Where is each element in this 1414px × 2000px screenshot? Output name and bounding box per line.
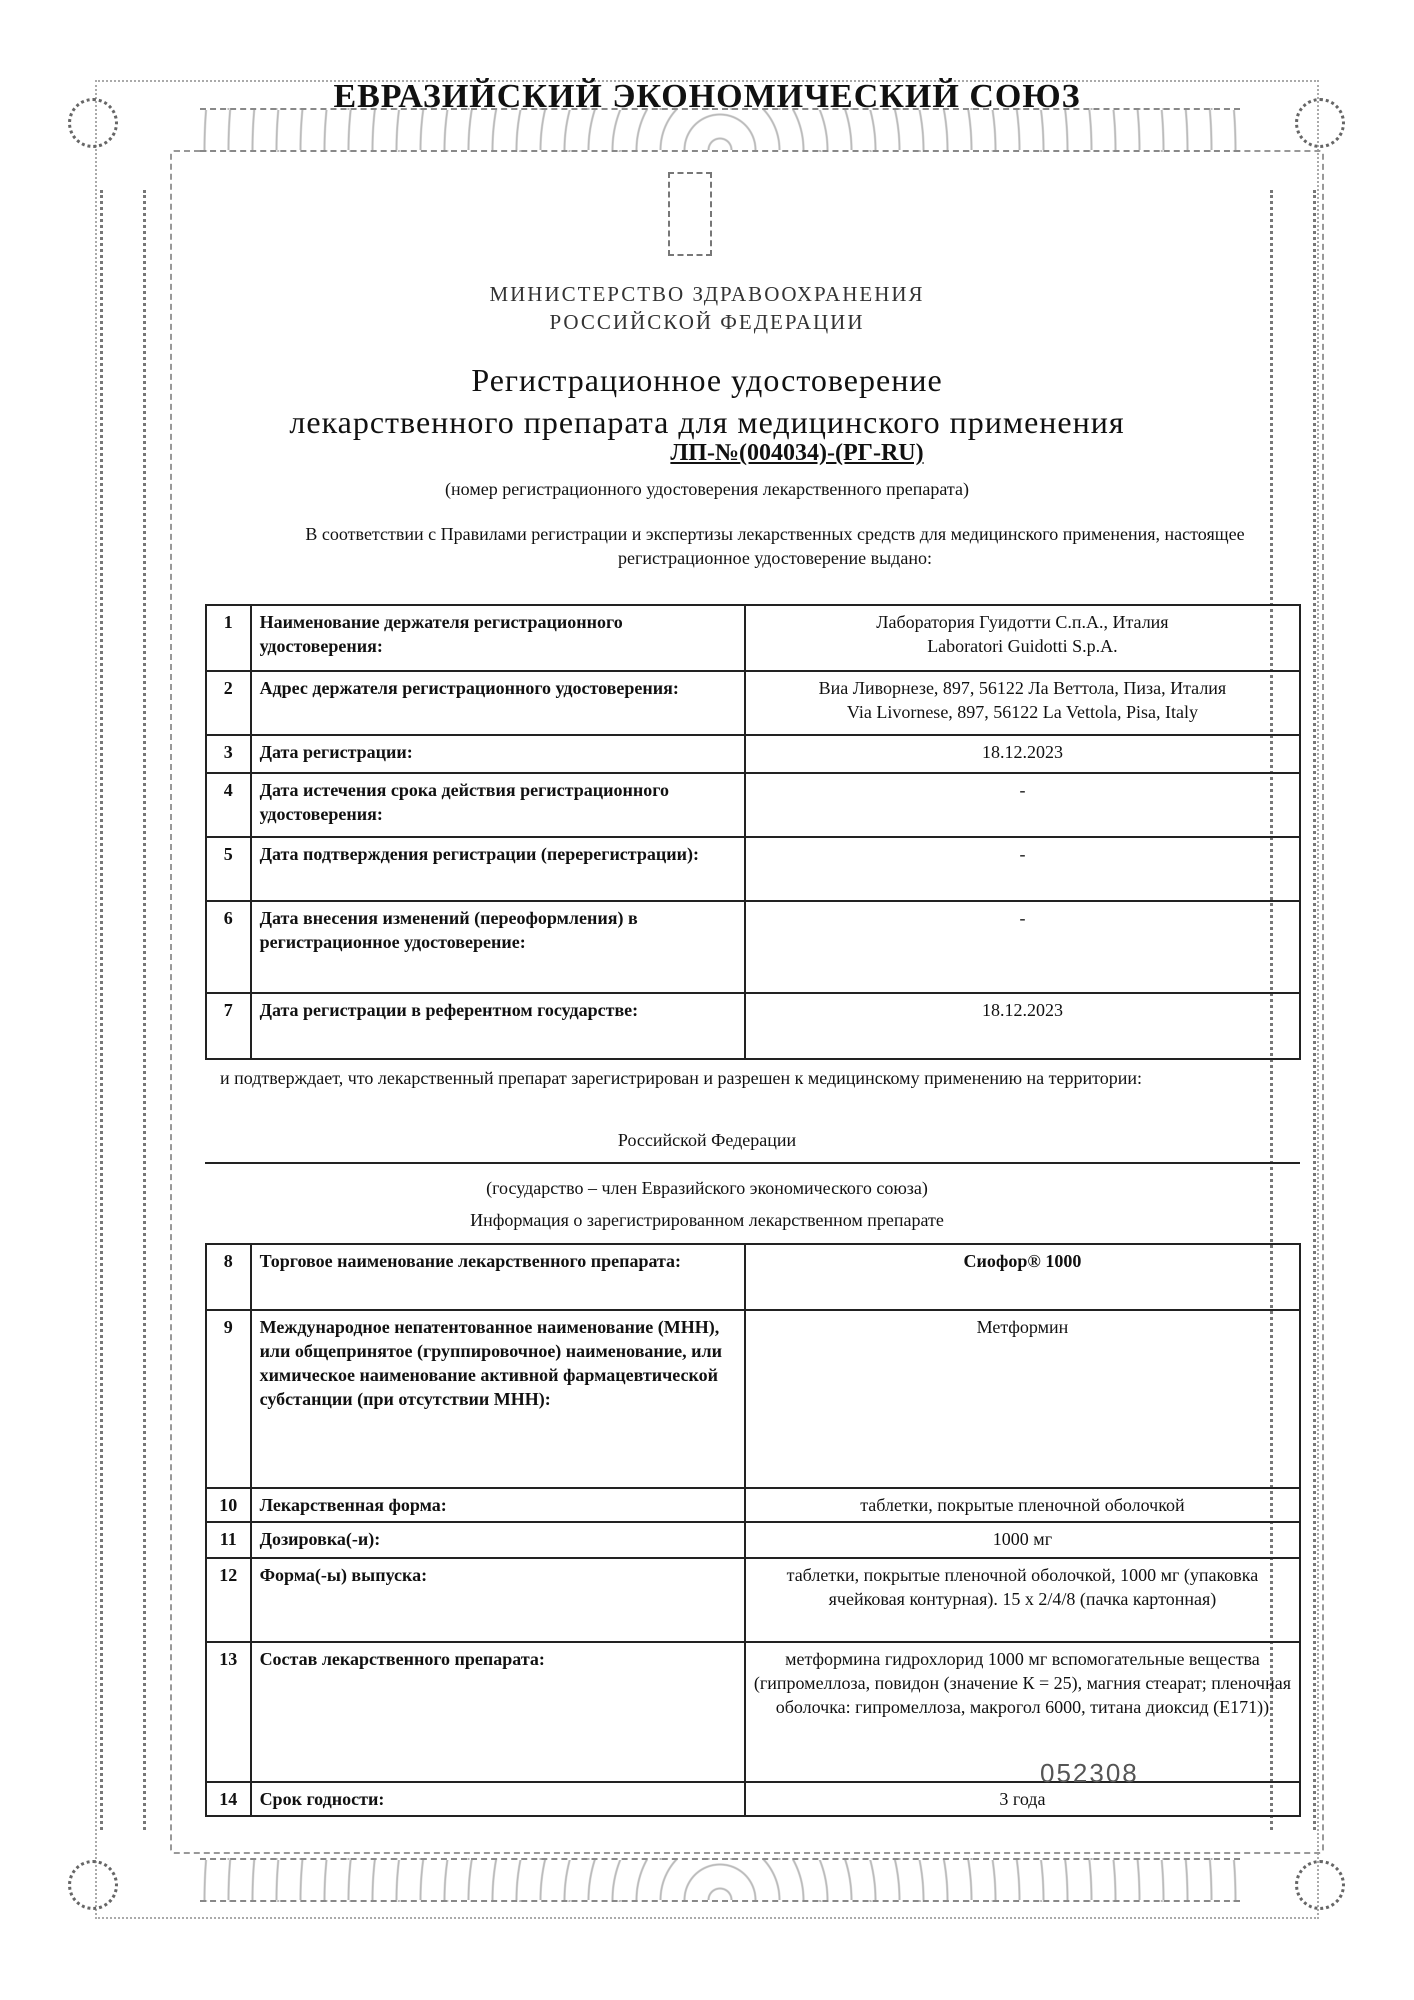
row-number: 14	[206, 1782, 251, 1816]
country-caption: (государство – член Евразийского экономического союза)	[486, 1178, 928, 1198]
row-number: 1	[206, 605, 251, 671]
document-title-line-1: Регистрационное удостоверение	[471, 362, 943, 398]
value-line: Лаборатория Гуидотти С.п.А., Италия	[876, 612, 1169, 632]
product-info-heading: Информация о зарегистрированном лекарственном препарате	[470, 1210, 944, 1230]
row-number: 5	[206, 837, 251, 901]
row-label: Торговое наименование лекарственного препарата:	[251, 1244, 745, 1310]
row-value: 18.12.2023	[745, 735, 1300, 773]
corner-rosette-icon	[1295, 1860, 1345, 1910]
product-info-table	[205, 1243, 1301, 1817]
row-number: 12	[206, 1558, 251, 1642]
row-label: Дата подтверждения регистрации (перерегистрации):	[251, 837, 745, 901]
value-line: Via Livornese, 897, 56122 La Vettola, Pisa, Italy	[846, 702, 1198, 722]
table-row	[206, 837, 1300, 901]
row-number: 10	[206, 1488, 251, 1522]
row-value: 18.12.2023	[745, 993, 1300, 1059]
trade-name-value: Сиофор® 1000	[745, 1244, 1300, 1310]
ministry-line-1: МИНИСТЕРСТВО ЗДРАВООХРАНЕНИЯ	[489, 282, 925, 306]
dosage-form-value: таблетки, покрытые пленочной оболочкой	[745, 1488, 1300, 1522]
holder-info-table	[205, 604, 1301, 1060]
shelf-life-value: 3 года	[745, 1782, 1300, 1816]
row-label: Дата регистрации в референтном государстве:	[251, 993, 745, 1059]
coat-of-arms-icon	[668, 172, 712, 256]
country-underline	[205, 1162, 1300, 1164]
corner-rosette-icon	[68, 1860, 118, 1910]
row-label: Срок годности:	[251, 1782, 745, 1816]
dosage-value: 1000 мг	[745, 1522, 1300, 1558]
row-number: 4	[206, 773, 251, 837]
row-value	[745, 605, 1300, 671]
row-label: Наименование держателя регистрационного удостоверения:	[251, 605, 745, 671]
country-name: Российской Федерации	[617, 1130, 797, 1150]
row-value: -	[745, 837, 1300, 901]
table-row	[206, 1244, 1300, 1310]
intro-paragraph: В соответствии с Правилами регистрации и экспертизы лекарственных средств для медицинского применения, настоящее регистрационное удостоверение выдано:	[305, 524, 1245, 568]
table-row	[206, 1558, 1300, 1642]
row-label: Состав лекарственного препарата:	[251, 1642, 745, 1782]
inn-value: Метформин	[745, 1310, 1300, 1488]
row-value	[745, 671, 1300, 735]
table-row	[206, 773, 1300, 837]
table-row	[206, 1310, 1300, 1488]
row-number: 7	[206, 993, 251, 1059]
document-title-line-2: лекарственного препарата для медицинского применения	[289, 404, 1125, 440]
row-number: 3	[206, 735, 251, 773]
table-row	[206, 1488, 1300, 1522]
form-serial-number: 052308	[1040, 1758, 1139, 1788]
row-number: 11	[206, 1522, 251, 1558]
row-number: 8	[206, 1244, 251, 1310]
row-value: -	[745, 901, 1300, 993]
row-label: Дата внесения изменений (переоформления) в регистрационное удостоверение:	[251, 901, 745, 993]
row-number: 6	[206, 901, 251, 993]
registration-number-text: ЛП-№(004034)-(РГ-RU)	[670, 440, 924, 466]
release-form-value: таблетки, покрытые пленочной оболочкой, 1000 мг (упаковка ячейковая контурная). 15 х 2/4/8 (пачка картонная)	[745, 1558, 1300, 1642]
row-number: 2	[206, 671, 251, 735]
value-line: Виа Ливорнезе, 897, 56122 Ла Веттола, Пиза, Италия	[818, 678, 1227, 698]
union-heading: ЕВРАЗИЙСКИЙ ЭКОНОМИЧЕСКИЙ СОЮЗ	[333, 78, 1081, 115]
table-row	[206, 901, 1300, 993]
territory-confirmation-text: и подтверждает, что лекарственный препарат зарегистрирован и разрешен к медицинскому применению на территории:	[220, 1068, 1143, 1088]
table-row	[206, 671, 1300, 735]
registration-number	[0, 440, 1414, 467]
row-label: Дата истечения срока действия регистрационного удостоверения:	[251, 773, 745, 837]
row-number: 9	[206, 1310, 251, 1488]
row-label: Дата регистрации:	[251, 735, 745, 773]
table-row	[206, 735, 1300, 773]
ministry-line-2: РОССИЙСКОЙ ФЕДЕРАЦИИ	[549, 310, 865, 334]
bottom-ornament-band	[200, 1858, 1240, 1902]
row-label: Адрес держателя регистрационного удостоверения:	[251, 671, 745, 735]
row-number: 13	[206, 1642, 251, 1782]
composition-value: метформина гидрохлорид 1000 мг вспомогательные вещества (гипромеллоза, повидон (значение К = 25), магния стеарат; пленочная оболочка: гипромеллоза, макрогол 6000, титана диоксид (E171))	[745, 1642, 1300, 1782]
table-row	[206, 993, 1300, 1059]
row-label: Международное непатентованное наименование (МНН), или общепринятое (группировочное) наименование, или химическое наименование активной фармацевтической субстанции (при отсутствии МНН):	[251, 1310, 745, 1488]
value-line: Laboratori Guidotti S.p.A.	[927, 636, 1118, 656]
row-label: Лекарственная форма:	[251, 1488, 745, 1522]
table-row	[206, 1522, 1300, 1558]
registration-number-caption: (номер регистрационного удостоверения лекарственного препарата)	[445, 479, 969, 499]
row-label: Форма(-ы) выпуска:	[251, 1558, 745, 1642]
row-label: Дозировка(-и):	[251, 1522, 745, 1558]
table-row	[206, 605, 1300, 671]
row-value: -	[745, 773, 1300, 837]
